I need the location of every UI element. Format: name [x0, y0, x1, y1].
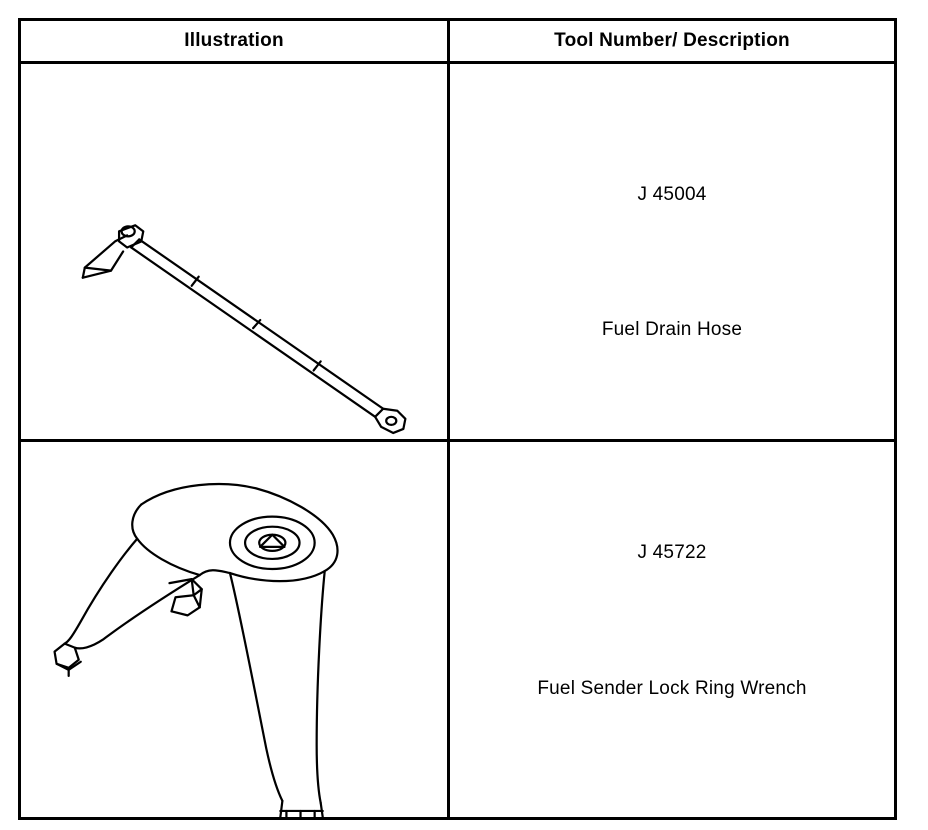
- table-body: [20, 63, 896, 819]
- table-row: [20, 63, 896, 441]
- illustration-cell: [20, 441, 449, 819]
- column-header-illustration: Illustration: [20, 20, 449, 63]
- column-header-description: Tool Number/ Description: [449, 20, 896, 63]
- description-cell: [449, 63, 896, 441]
- table-header: [20, 20, 896, 63]
- tool-number: J 45004: [637, 184, 707, 205]
- table-row: [20, 441, 896, 819]
- tool-description: Fuel Drain Hose: [601, 319, 743, 340]
- illustration-cell: [20, 63, 449, 441]
- fuel-drain-hose-icon: [21, 64, 447, 439]
- table-header-row: [20, 20, 896, 63]
- description-cell: [449, 441, 896, 819]
- tool-number: J 45722: [637, 542, 707, 563]
- fuel-sender-lock-ring-wrench-icon: [21, 442, 447, 817]
- tool-description: Fuel Sender Lock Ring Wrench: [537, 678, 807, 699]
- special-tools-table: [18, 18, 897, 820]
